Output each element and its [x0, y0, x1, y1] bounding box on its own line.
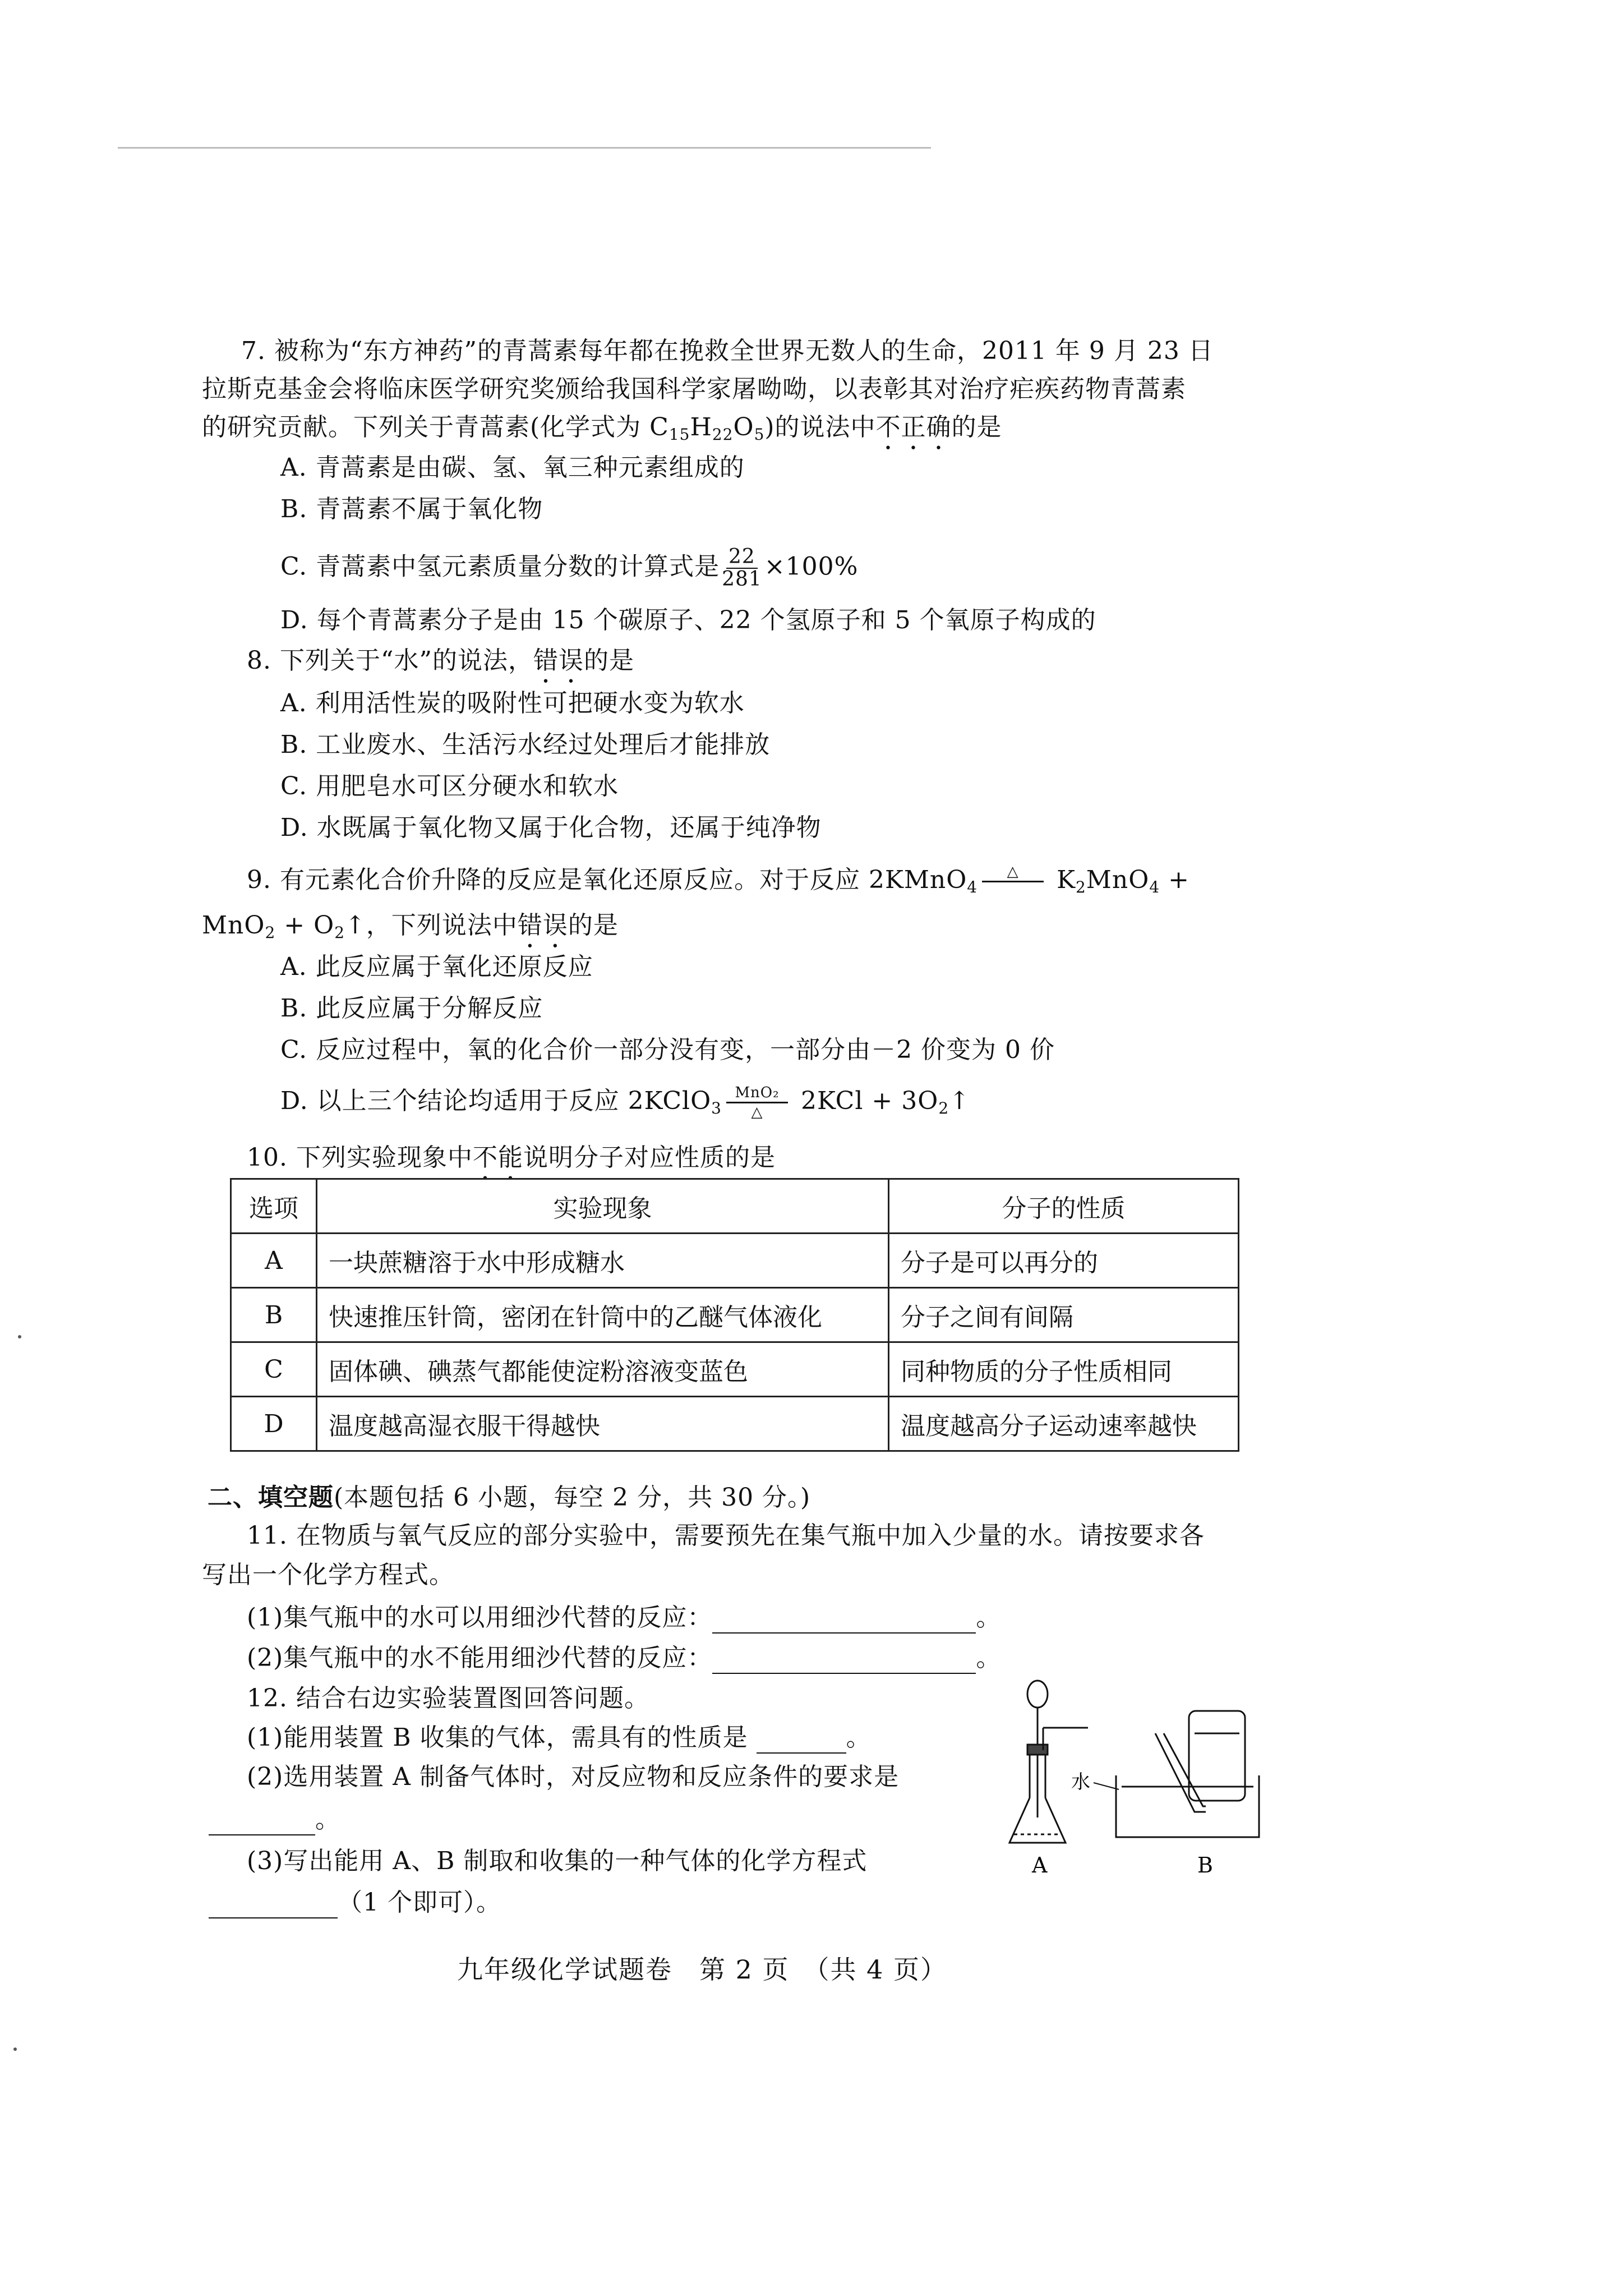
answer-blank [757, 1723, 846, 1754]
q7-option-c: C. 青蒿素中氢元素质量分数的计算式是 $\frac{22}{281}$ ×100% [280, 545, 859, 591]
answer-blank [712, 1644, 976, 1674]
q11-line-2: 写出一个化学方程式。 [202, 1561, 454, 1589]
table-header: 选项 [231, 1179, 317, 1234]
table-cell: 一块蔗糖溶于水中形成糖水 [317, 1234, 889, 1288]
q11-line-1: 11. 在物质与氧气反应的部分实验中，需要预先在集气瓶中加入少量的水。请按要求各 [247, 1521, 1205, 1550]
q8-stem: 8. 下列关于“水”的说法，错误的是 [247, 646, 634, 675]
table-row [231, 1234, 1239, 1288]
q9-line-2: $MnO_2 + O_2↑$，下列说法中错误的是 [202, 911, 619, 942]
table-header: 分子的性质 [889, 1179, 1239, 1234]
table-header-row [231, 1179, 1239, 1234]
label-apparatus-b: B [1197, 1853, 1213, 1878]
apparatus-a-flask [1009, 1681, 1088, 1843]
q9-line-1: 9. 有元素化合价升降的反应是氧化还原反应。对于反应 2KMnO$_4$ △ $K_2MnO_4$ + [247, 864, 1189, 902]
q12-part-2-answer: 。 [209, 1805, 340, 1835]
q10-stem: 10. 下列实验现象中不能说明分子对应性质的是 [247, 1143, 776, 1172]
q12-part-3: (3)写出能用 A、B 制取和收集的一种气体的化学方程式 [247, 1847, 868, 1875]
q8-option-d: D. 水既属于氧化物又属于化合物，还属于纯净物 [280, 813, 822, 842]
section-2-title: 二、填空题(本题包括 6 小题，每空 2 分，共 30 分。) [208, 1483, 811, 1512]
q7-option-d: D. 每个青蒿素分子是由 15 个碳原子、22 个氢原子和 5 个氧原子构成的 [280, 606, 1096, 634]
q12-part-2: (2)选用装置 A 制备气体时，对反应物和反应条件的要求是 [247, 1763, 900, 1791]
apparatus-figure [1004, 1672, 1295, 1879]
table-header: 实验现象 [317, 1179, 889, 1234]
table-cell: 快速推压针筒，密闭在针筒中的乙醚气体液化 [317, 1288, 889, 1342]
q7-emphasis: 不正确 [875, 413, 952, 441]
fraction: $\frac{22}{281}$ [722, 545, 762, 591]
q11-part-2: (2)集气瓶中的水不能用细沙代替的反应： 。 [247, 1644, 1001, 1674]
q12-part-1: (1)能用装置 B 收集的气体，需具有的性质是 。 [247, 1723, 872, 1754]
table-cell: B [231, 1288, 317, 1342]
q7-option-a: A. 青蒿素是由碳、氢、氧三种元素组成的 [280, 453, 745, 482]
q8-option-a: A. 利用活性炭的吸附性可把硬水变为软水 [280, 689, 745, 717]
answer-blank [712, 1603, 976, 1634]
answer-blank [209, 1805, 315, 1835]
table-cell: 分子是可以再分的 [889, 1234, 1239, 1288]
q9-option-c: C. 反应过程中，氧的化合价一部分没有变，一部分由－2 价变为 0 价 [280, 1036, 1055, 1064]
page-footer: 九年级化学试题卷 第 2 页 （共 4 页） [457, 1954, 948, 1985]
apparatus-b-trough [1116, 1711, 1259, 1837]
header-rule [118, 147, 931, 149]
table-row [231, 1342, 1239, 1397]
q8-option-c: C. 用肥皂水可区分硬水和软水 [280, 772, 619, 800]
catalyst-condition: MnO₂ △ [726, 1085, 788, 1120]
answer-blank [209, 1888, 338, 1918]
q11-part-1: (1)集气瓶中的水可以用细沙代替的反应： 。 [247, 1603, 1001, 1634]
table-cell: 同种物质的分子性质相同 [889, 1342, 1239, 1397]
q7-line-1: 7. 被称为“东方神药”的青蒿素每年都在挽救全世界无数人的生命，2011 年 9 月 23 日 [241, 337, 1214, 365]
label-apparatus-a: A [1032, 1853, 1048, 1878]
table-cell: 分子之间有间隔 [889, 1288, 1239, 1342]
scan-speck [13, 2047, 17, 2051]
table-cell: C [231, 1342, 317, 1397]
q7-line-2: 拉斯克基金会将临床医学研究奖颁给我国科学家屠呦呦，以表彰其对治疗疟疾药物青蒿素 [202, 375, 1186, 403]
table-cell: D [231, 1397, 317, 1451]
label-water: 水 [1071, 1771, 1090, 1793]
table-row [231, 1288, 1239, 1342]
table-cell: 温度越高分子运动速率越快 [889, 1397, 1239, 1451]
q8-option-b: B. 工业废水、生活污水经过处理后才能排放 [280, 730, 771, 759]
table-cell: A [231, 1234, 317, 1288]
table-cell: 温度越高湿衣服干得越快 [317, 1397, 889, 1451]
table-cell: 固体碘、碘蒸气都能使淀粉溶液变蓝色 [317, 1342, 889, 1397]
q7-line-3: 的研究贡献。下列关于青蒿素(化学式为 $C_{15}H_{22}O_5$)的说法中不正确的是 [202, 413, 1002, 444]
q9-option-b: B. 此反应属于分解反应 [280, 994, 543, 1023]
q9-option-d: D. 以上三个结论均适用于反应 2KClO$_3$ MnO₂ △ $2KCl + 3O_2↑$ [280, 1084, 971, 1121]
q9-option-a: A. 此反应属于氧化还原反应 [280, 953, 593, 981]
funnel-bulb [1027, 1681, 1048, 1708]
q12-part-3-answer: （1 个即可）。 [209, 1888, 501, 1918]
table-row [231, 1397, 1239, 1451]
experiment-table [230, 1178, 1239, 1452]
q7-option-b: B. 青蒿素不属于氧化物 [280, 495, 543, 523]
q12-stem: 12. 结合右边实验装置图回答问题。 [247, 1684, 649, 1713]
scan-speck [18, 1335, 21, 1338]
heat-condition: △ [982, 864, 1044, 899]
